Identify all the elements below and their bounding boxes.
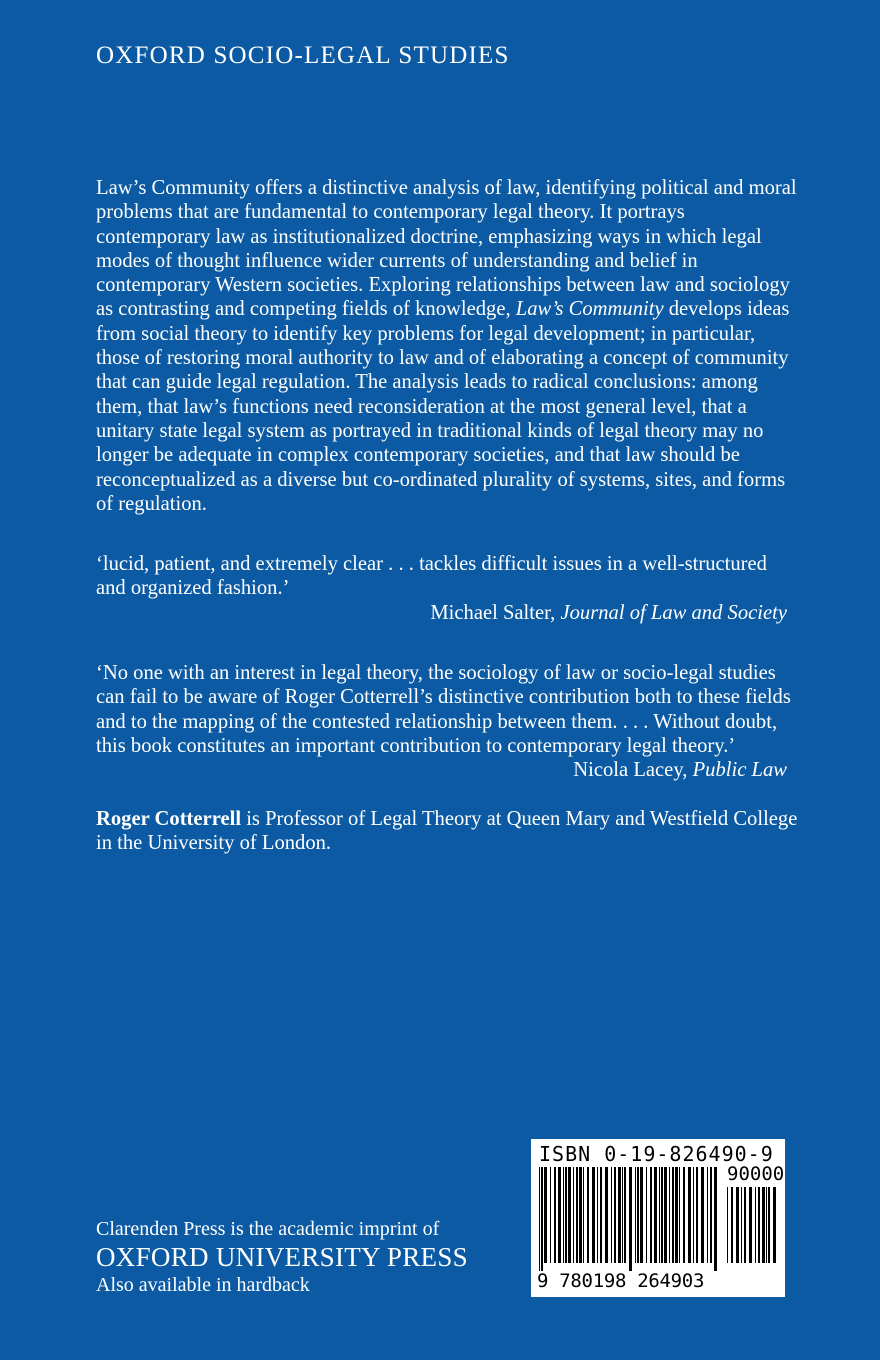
barcode-bar bbox=[749, 1187, 752, 1263]
author-bio bbox=[96, 807, 801, 856]
barcode-bar bbox=[675, 1167, 678, 1263]
review-quote: ‘No one with an interest in legal theory, the sociology of law or socio-legal studies can fail to be aware of Roger Cotterrell’s distinctive contribution both to these fields and to the mapping of the contested relationship between them. . . . Without doubt, this book constitutes an important contribution to contemporary legal theory.’ bbox=[96, 662, 791, 757]
barcode-bar bbox=[773, 1187, 776, 1263]
ean-number: 9 780198 264903 bbox=[537, 1270, 705, 1292]
barcode-bar bbox=[650, 1167, 652, 1263]
barcode-bar bbox=[539, 1167, 540, 1271]
barcode-bar bbox=[646, 1167, 647, 1263]
description-part-2: develops ideas from social theory to identify key problems for legal development; in particular, those of restoring moral authority to law and of elaborating a concept of community that can guide legal regulation. The analysis leads to radical conclusions: among them, that law’s functions need reconsideration at the most general level, that a unitary state legal system as portrayed in traditional kinds of legal theory may no longer be adequate in complex contemporary societies, and that law should be reconceptualized as a diverse but co-ordinated plurality of systems, sites, and forms of regulation. bbox=[96, 298, 790, 515]
book-description bbox=[96, 176, 801, 516]
barcode-bar bbox=[758, 1187, 760, 1263]
book-title-italic: Law’s Community bbox=[515, 298, 664, 321]
barcode-bar bbox=[565, 1167, 567, 1263]
review-attribution bbox=[96, 758, 801, 782]
barcode-bar bbox=[622, 1167, 623, 1263]
barcode-bar bbox=[618, 1167, 621, 1263]
barcode-bar bbox=[727, 1187, 728, 1263]
hardback-note: Also available in hardback bbox=[96, 1274, 310, 1296]
barcode-bar bbox=[605, 1167, 608, 1263]
review-source: Public Law bbox=[692, 759, 787, 782]
barcode-bar bbox=[541, 1167, 543, 1271]
barcode-bar bbox=[707, 1167, 708, 1263]
barcode-bar bbox=[768, 1187, 770, 1263]
barcode-bar bbox=[614, 1167, 616, 1263]
barcode-bar bbox=[550, 1167, 551, 1263]
barcode-bar bbox=[744, 1187, 746, 1263]
review-attribution bbox=[96, 601, 801, 625]
author-bio-text: is Professor of Legal Theory at Queen Mary and Westfield College in the University of London. bbox=[96, 807, 798, 854]
barcode-bar bbox=[766, 1187, 767, 1263]
description-part-1: Law’s Community offers a distinctive analysis of law, identifying political and moral problems that are fundamental to contemporary legal theory. It portrays contemporary law as institutionalized doctrine, emphasizing ways in which legal modes of thought influence wider currents of understanding and belief in contemporary Western societies. Exploring relationships between law and sociology as contrasting and competing fields of knowledge, bbox=[96, 177, 797, 321]
barcode-bar bbox=[563, 1167, 564, 1263]
barcode-bar bbox=[683, 1167, 685, 1263]
barcode-bar bbox=[640, 1167, 643, 1263]
barcode-bar bbox=[637, 1167, 639, 1263]
barcode-bar bbox=[679, 1167, 680, 1263]
barcode-bar bbox=[597, 1167, 598, 1263]
publisher-imprint bbox=[96, 1217, 516, 1297]
author-name: Roger Cotterrell bbox=[96, 807, 242, 830]
barcode-bar bbox=[624, 1167, 626, 1263]
isbn-label: ISBN 0-19-826490-9 bbox=[539, 1142, 774, 1166]
imprint-statement: Clarenden Press is the academic imprint of bbox=[96, 1218, 440, 1240]
barcode-bar bbox=[741, 1187, 742, 1263]
barcode-bar bbox=[654, 1167, 657, 1263]
back-cover-text bbox=[96, 176, 801, 855]
barcode-bar bbox=[629, 1167, 632, 1271]
review-source: Journal of Law and Society bbox=[560, 601, 787, 624]
barcode-bar bbox=[710, 1167, 712, 1263]
review-quote: ‘lucid, patient, and extremely clear . . . tackles difficult issues in a well-structured and organized fashion.’ bbox=[96, 553, 767, 600]
barcode-bar bbox=[693, 1167, 694, 1263]
publisher-name: OXFORD UNIVERSITY PRESS bbox=[96, 1242, 468, 1272]
barcode-bar bbox=[583, 1167, 584, 1263]
addon-barcode-bars bbox=[727, 1187, 779, 1271]
barcode-bar bbox=[579, 1167, 582, 1263]
barcode-bar bbox=[688, 1167, 691, 1263]
barcode-bar bbox=[554, 1167, 556, 1263]
reviewer-name: Michael Salter, bbox=[430, 601, 561, 624]
barcode-bar bbox=[731, 1187, 733, 1263]
price-code: 90000 bbox=[727, 1163, 785, 1185]
barcode-bar bbox=[592, 1167, 595, 1263]
barcode-bar bbox=[696, 1167, 698, 1263]
barcode-bar bbox=[544, 1167, 547, 1263]
barcode bbox=[531, 1139, 785, 1297]
barcode-bar bbox=[558, 1167, 561, 1263]
barcode-bar bbox=[661, 1167, 663, 1263]
barcode-bar bbox=[762, 1187, 765, 1263]
barcode-bar bbox=[573, 1167, 574, 1263]
barcode-bar bbox=[600, 1167, 602, 1263]
series-title: OXFORD SOCIO-LEGAL STUDIES bbox=[96, 42, 510, 69]
barcode-bar bbox=[587, 1167, 589, 1263]
barcode-bar bbox=[669, 1167, 670, 1263]
barcode-bar bbox=[576, 1167, 578, 1263]
barcode-bar bbox=[701, 1167, 704, 1263]
barcode-bar bbox=[664, 1167, 667, 1263]
barcode-bar bbox=[635, 1167, 636, 1263]
barcode-bar bbox=[672, 1167, 674, 1263]
reviewer-name: Nicola Lacey, bbox=[573, 759, 693, 782]
barcode-bar bbox=[568, 1167, 571, 1263]
barcode-bar bbox=[611, 1167, 612, 1263]
barcode-bar bbox=[714, 1167, 717, 1271]
ean-barcode-bars bbox=[539, 1167, 717, 1271]
barcode-bar bbox=[736, 1187, 739, 1263]
barcode-bar bbox=[659, 1167, 660, 1263]
barcode-bar bbox=[755, 1187, 756, 1263]
